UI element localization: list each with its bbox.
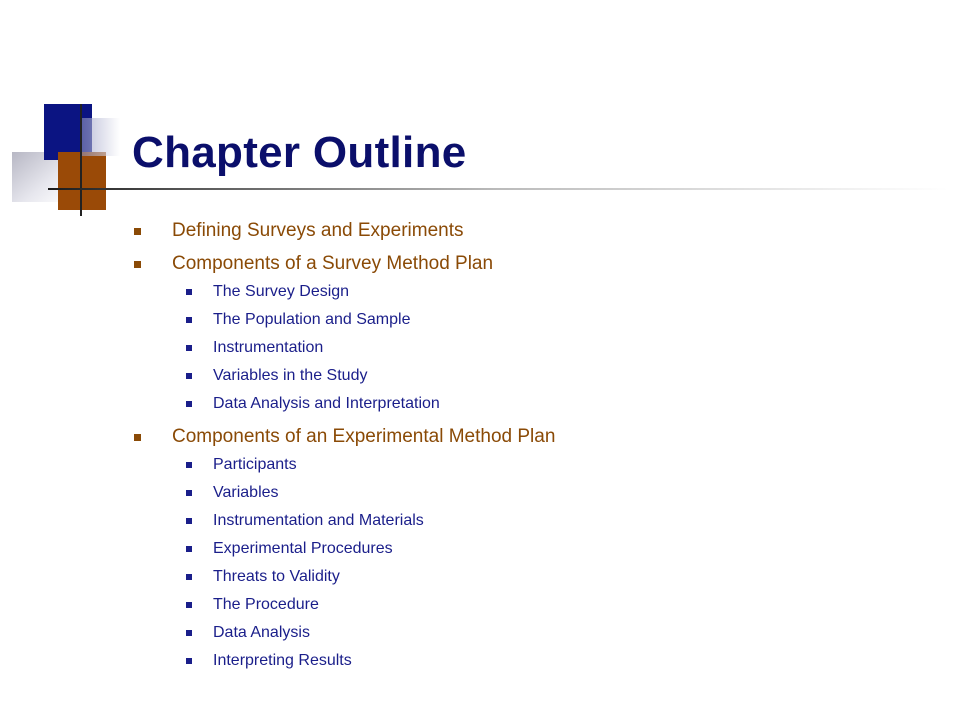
outline-item-defining — [133, 216, 913, 245]
outline-item-experimental-group — [133, 422, 913, 675]
square-bullet-icon — [186, 462, 192, 468]
sub-item — [133, 563, 913, 591]
sub-item — [133, 278, 913, 306]
sub-item-label: The Survey Design — [213, 283, 350, 300]
square-bullet-icon — [186, 574, 192, 580]
outline-item-survey-group — [133, 249, 913, 418]
sub-item — [133, 535, 913, 563]
sub-item — [133, 451, 913, 479]
sub-item-label: The Population and Sample — [213, 311, 411, 328]
square-bullet-icon — [134, 261, 141, 268]
outline-item-label: Components of a Survey Method Plan — [172, 253, 494, 274]
experimental-subitems — [133, 451, 913, 675]
outline-list — [133, 216, 913, 675]
sub-item-label: Data Analysis and Interpretation — [213, 395, 440, 412]
square-bullet-icon — [186, 373, 192, 379]
sub-item — [133, 306, 913, 334]
outline-item-label: Defining Surveys and Experiments — [172, 220, 464, 241]
square-bullet-icon — [186, 490, 192, 496]
outline-item-label: Components of an Experimental Method Plan — [172, 426, 556, 447]
outline-item-survey — [133, 249, 913, 278]
slide-title: Chapter Outline — [132, 128, 467, 177]
sub-item — [133, 591, 913, 619]
square-bullet-icon — [186, 518, 192, 524]
sub-item-label: Variables in the Study — [213, 367, 368, 384]
title-underline — [48, 188, 948, 190]
sub-item-label: The Procedure — [213, 596, 319, 613]
square-bullet-icon — [186, 401, 192, 407]
square-bullet-icon — [186, 602, 192, 608]
square-bullet-icon — [186, 289, 192, 295]
square-bullet-icon — [186, 630, 192, 636]
square-bullet-icon — [186, 546, 192, 552]
sub-item — [133, 507, 913, 535]
sub-item-label: Instrumentation and Materials — [213, 512, 424, 529]
square-bullet-icon — [186, 317, 192, 323]
sub-item-label: Variables — [213, 484, 279, 501]
sub-item — [133, 362, 913, 390]
survey-subitems — [133, 278, 913, 418]
sub-item — [133, 647, 913, 675]
sub-item-label: Threats to Validity — [213, 568, 340, 585]
sub-item — [133, 334, 913, 362]
square-bullet-icon — [134, 228, 141, 235]
square-bullet-icon — [186, 658, 192, 664]
square-bullet-icon — [186, 345, 192, 351]
sub-item-label: Experimental Procedures — [213, 540, 393, 557]
sub-item-label: Instrumentation — [213, 339, 324, 356]
decorative-orange-square — [58, 152, 106, 210]
outline-item-experimental — [133, 422, 913, 451]
sub-item-label: Participants — [213, 456, 297, 473]
square-bullet-icon — [134, 434, 141, 441]
sub-item — [133, 619, 913, 647]
decorative-fade-square — [80, 118, 120, 156]
sub-item-label: Data Analysis — [213, 624, 310, 641]
sub-item — [133, 390, 913, 418]
decorative-vertical-line — [80, 104, 82, 216]
sub-item-label: Interpreting Results — [213, 652, 352, 669]
sub-item — [133, 479, 913, 507]
